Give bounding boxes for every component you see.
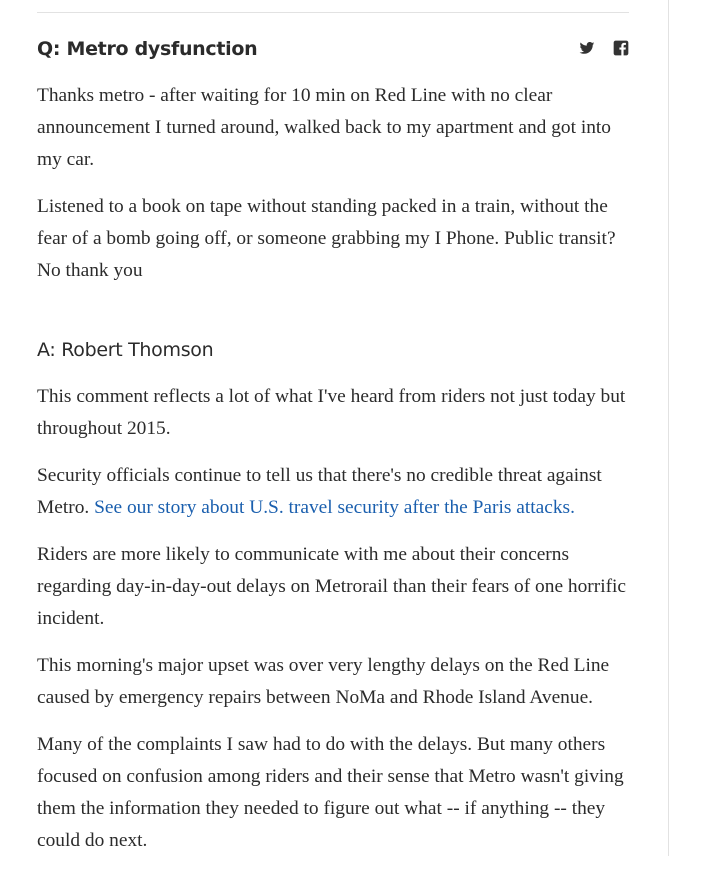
answer-paragraph: This morning's major upset was over very lengthy delays on the Red Line caused by emergency repairs between NoMa and Rhode Island Avenue. bbox=[37, 655, 610, 708]
answer-title: A: Robert Thomson bbox=[37, 339, 214, 361]
answer-paragraph: Riders are more likely to communicate with me about their concerns regarding day-in-day-out delays on Metrorail than their fears of one horrific incident. bbox=[37, 544, 627, 629]
answer-body bbox=[37, 381, 637, 872]
question-header bbox=[37, 34, 629, 64]
answer-paragraph: This comment reflects a lot of what I've heard from riders not just today but throughout 2015. bbox=[37, 386, 626, 439]
section-divider bbox=[37, 12, 629, 13]
paris-security-story-link[interactable]: See our story about U.S. travel security after the Paris attacks. bbox=[94, 497, 575, 518]
answer-text: Security officials continue to tell us that there's no credible threat against Metro. bbox=[37, 465, 602, 518]
answer-paragraph bbox=[37, 460, 637, 524]
twitter-icon[interactable] bbox=[579, 40, 595, 56]
share-tools bbox=[579, 40, 629, 56]
answer-paragraph: Many of the complaints I saw had to do with the delays. But many others focused on confusion among riders and their sense that Metro wasn't giving them the information they needed to figure out what -- if anything -- they could do next. bbox=[37, 734, 624, 851]
question-title: Q: Metro dysfunction bbox=[37, 38, 258, 60]
question-paragraph: Thanks metro - after waiting for 10 min on Red Line with no clear announcement I turned around, walked back to my apartment and got into my car. bbox=[37, 85, 612, 170]
question-body bbox=[37, 80, 637, 302]
column-divider bbox=[668, 0, 669, 856]
facebook-icon[interactable] bbox=[613, 40, 629, 56]
question-paragraph: Listened to a book on tape without standing packed in a train, without the fear of a bomb going off, or someone grabbing my I Phone. Public transit? No thank you bbox=[37, 196, 616, 281]
